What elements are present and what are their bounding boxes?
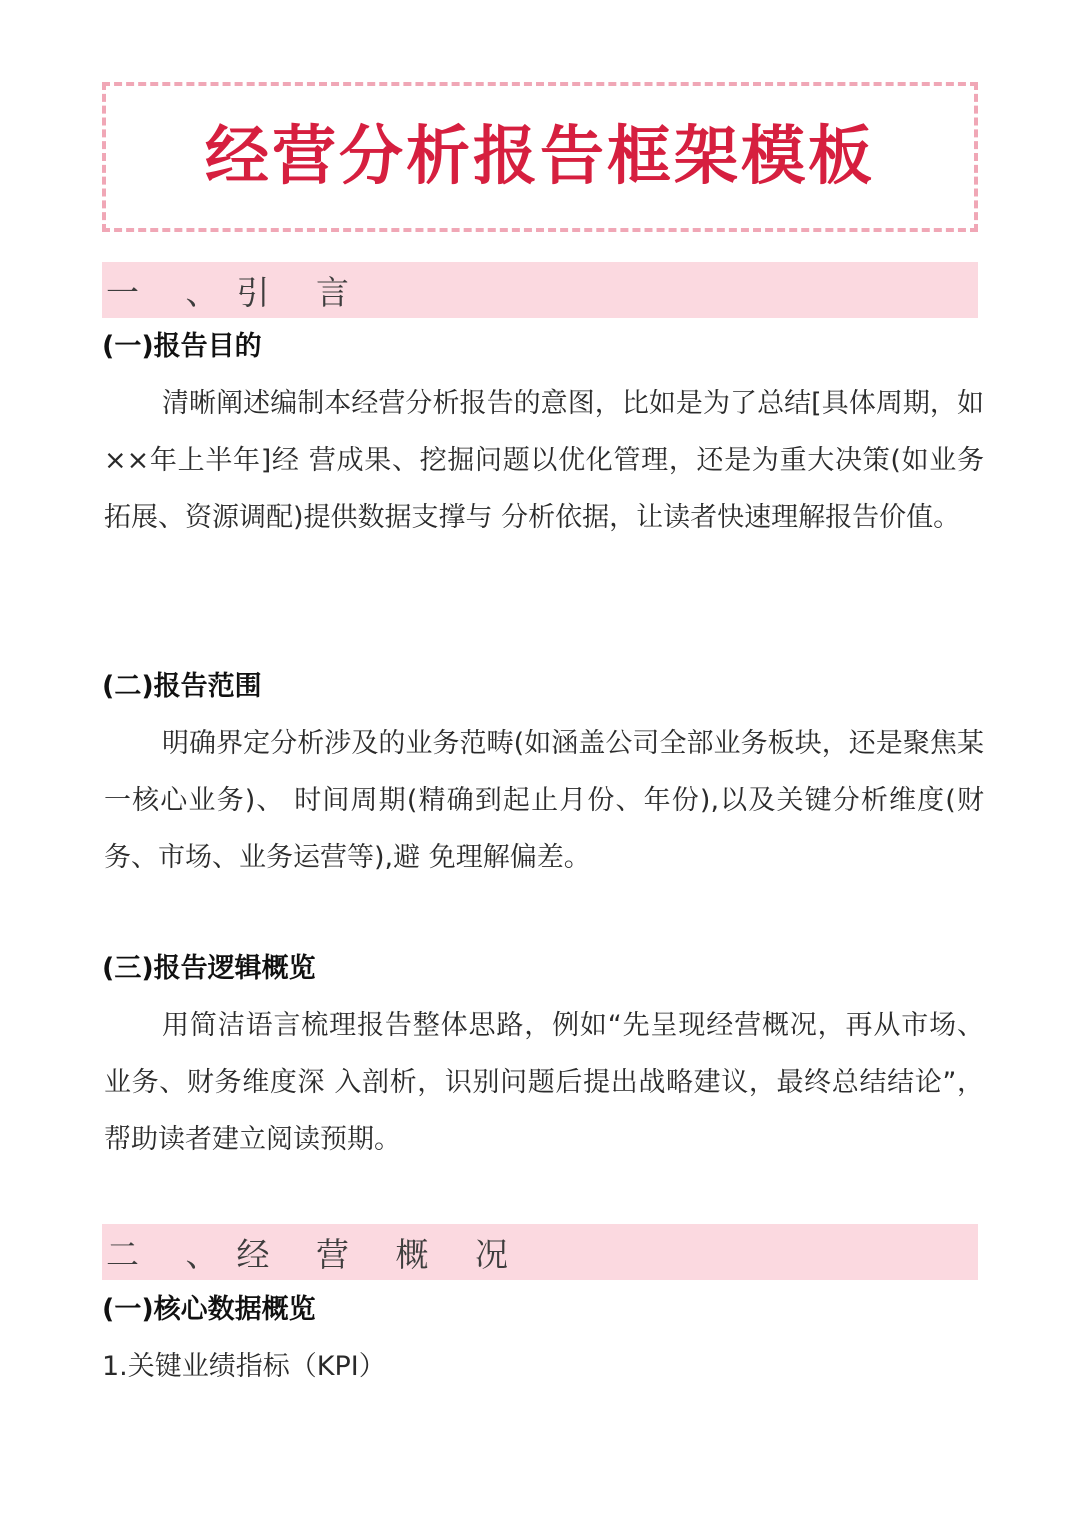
section-heading: 二 、经 营 概 况 [106,1234,526,1274]
paragraph-purpose: 清晰阐述编制本经营分析报告的意图，比如是为了总结[具体周期，如××年上半年]经 营成果、挖掘问题以优化管理，还是为重大决策(如业务拓展、资源调配)提供数据支撑与 分析依据，让读者快速理解报告价值。 [104,388,984,533]
section-heading: 一 、引 言 [106,272,367,312]
paragraph-logic: 用简洁语言梳理报告整体思路，例如“先呈现经营概况，再从市场、业务、财务维度深 入剖析，识别问题后提出战略建议，最终总结结论”，帮助读者建立阅读预期。 [104,1010,984,1155]
page-title: 经营分析报告框架模板 [205,120,875,194]
list-item-kpi: 1.关键业绩指标（KPI） [102,1351,386,1382]
subsection-heading-purpose: (一)报告目的 [102,331,262,362]
paragraph-scope: 明确界定分析涉及的业务范畴(如涵盖公司全部业务板块，还是聚焦某一核心业务)、 时间周期(精确到起止月份、年份),以及关键分析维度(财务、市场、业务运营等),避 免理解偏差。 [104,728,984,873]
section-header-intro [102,262,978,318]
subsection-heading-logic: (三)报告逻辑概览 [102,953,316,984]
title-box [102,82,978,232]
subsection-heading-scope: (二)报告范围 [102,671,262,702]
subsection-heading-core-data: (一)核心数据概览 [102,1294,316,1325]
section-header-overview [102,1224,978,1280]
